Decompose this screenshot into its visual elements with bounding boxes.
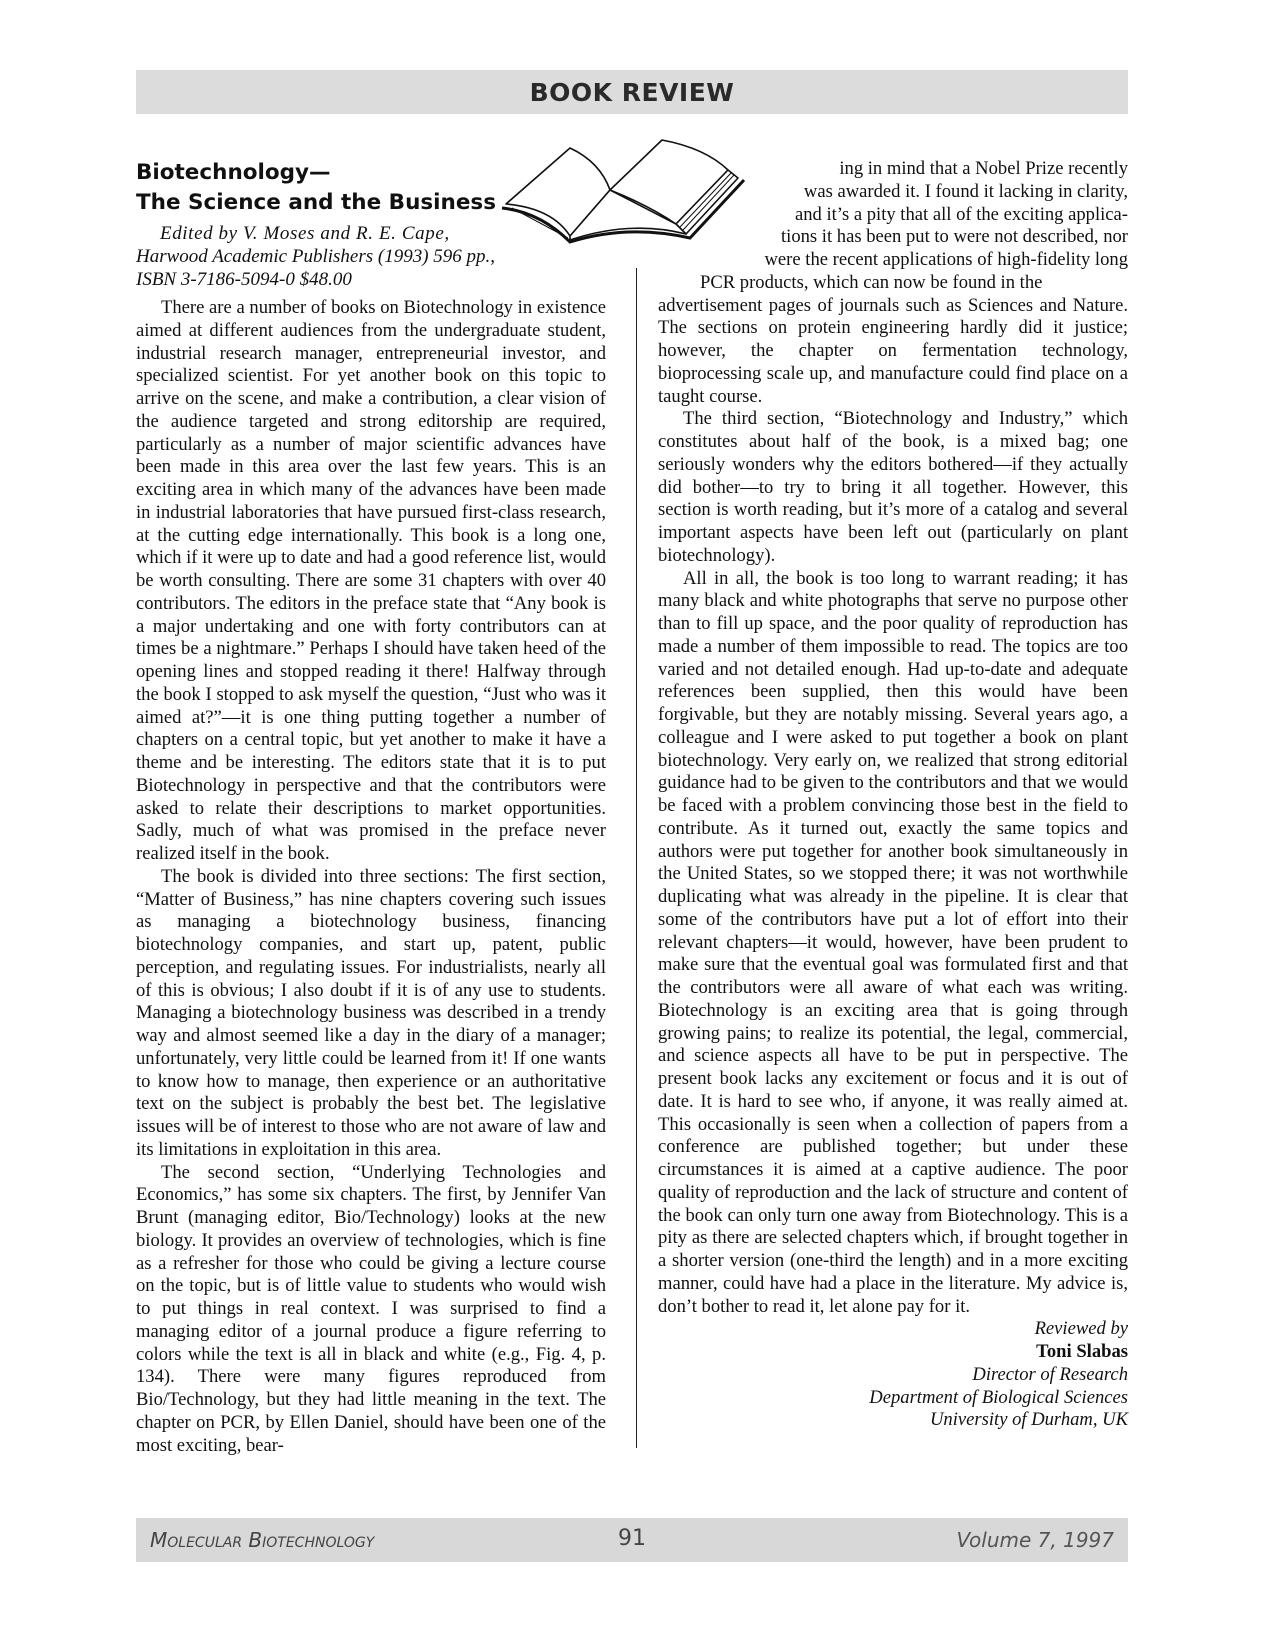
reviewer-position: Director of Research — [972, 1363, 1128, 1385]
page-footer — [136, 1518, 1128, 1562]
paragraph-continuation: advertisement pages of journals such as Sciences and Nature. The sections on protein engineering hardly did it justice; however, the chapter on fermentation technology, bioprocessing scale up, and manufacture could find place on a taught course. — [658, 294, 1128, 407]
right-column — [658, 158, 1128, 1432]
reviewer-name: Toni Slabas — [1036, 1341, 1128, 1362]
book-title-line2: The Science and the Business — [136, 190, 497, 215]
book-title-line1: Biotechnology— — [136, 160, 331, 185]
volume-info: Volume 7, 1997 — [956, 1528, 1114, 1552]
book-isbn-price: ISBN 3-7186-5094-0 $48.00 — [136, 269, 352, 290]
paragraph: The second section, “Underlying Technologies and Economics,” has some six chapters. The first, by Jennifer Van Brunt (managing editor, Bio/Technology) looks at the new biology. It provides an overview of technologies, which is fine as a refresher for those who could be giving a lecture course on the topic, but is of little value to students who would wish to put things in real context. I was surprised to find a managing editor of a journal produce a figure referring to colors while the text is all in black and white (e.g., Fig. 4, p. 134). There were many figures reproduced from Bio/Technology, but they had little meaning in the text. The chapter on PCR, by Ellen Daniel, should have been one of the most exciting, bear- — [136, 1161, 606, 1456]
book-editors: Edited by V. Moses and R. E. Cape, — [160, 223, 450, 244]
reviewer-department: Department of Biological Sciences — [869, 1386, 1128, 1408]
paragraph: All in all, the book is too long to warrant reading; it has many black and white photographs that serve no purpose other than to fill up space, and the poor quality of reproduction has made a number of them impossible to read. The topics are too varied and not detailed enough. Had up-to-date and adequate references been supplied, then this would have been forgivable, but they are notably missing. Several years ago, a colleague and I were asked to put together a book on plant biotechnology. Very early on, we realized that strong editorial guidance had to be given to the contributors and that we would be faced with a problem convincing those best in the field to contribute. As it turned out, exactly the same topics and authors were put together for another book simultaneously in the United States, so we stopped there; it was not worthwhile duplicating what was already in the pipeline. It is clear that some of the contributors have put a lot of effort into their relevant chapters—it would, however, have been prudent to make sure that the eventual goal was formulated first and that the contributors were all aware of what each was writing. Biotechnology is an exciting area that is going through growing pains; to realize its potential, the legal, commercial, and science aspects all have to be put in perspective. The present book lacks any excitement or focus and it is out of date. It is hard to see who, if anyone, it was really aimed at. This occasionally is seen when a collection of papers from a conference are published together; but under these circumstances it is aimed at a captive audience. The poor quality of reproduction and the lack of structure and content of the book can only turn one away from Biotechnology. This is a pity as there are selected chapters which, if brought together in a shorter version (one-third the length) and in a more exciting manner, could have had a place in the literature. My advice is, don’t bother to read it, let alone pay for it. — [658, 567, 1128, 1317]
book-title — [136, 158, 506, 218]
wrapped-line: tions it has been put to were not described, nor — [781, 226, 1128, 248]
paragraph: The book is divided into three sections: The first section, “Matter of Business,” has nine chapters covering such issues as managing a biotechnology business, financing biotechnology companies, and start up, patent, public perception, and regulating issues. For industrialists, nearly all of this is obvious; I also doubt if it is of any use to students. Managing a biotechnology business was described in a trendy way and almost seemed like a day in the diary of a manager; unfortunately, very little could be learned from it! If one wants to know how to manage, then experience or an authoritative text on the subject is probably the best bet. The legislative issues will be of interest to those who are not aware of law and its limitations in exploitation in this area. — [136, 865, 606, 1160]
column-divider — [636, 268, 637, 1448]
wrapped-line: was awarded it. I found it lacking in clarity, — [803, 180, 1128, 202]
wrapped-line: PCR products, which can now be found in the — [700, 271, 1043, 293]
paragraph: There are a number of books on Biotechnology in existence aimed at different audiences from the undergraduate student, industrial research manager, entrepreneurial investor, and specialized scientist. For yet another book on this topic to arrive on the scene, and make a contribution, a clear vision of the audience targeted and strong editorship are required, particularly as a number of major scientific advances have been made in this area over the last few years. This is an exciting area in which many of the advances have been made in industrial laboratories that have pursued first-class research, at the cutting edge internationally. This book is a long one, which if it were up to date and had a good reference list, would be worth consulting. There are some 31 chapters with over 40 contributors. The editors in the preface state that “Any book is a major undertaking and one with forty contributors can at times be a nightmare.” Perhaps I should have taken heed of the opening lines and stopped reading it there! Halfway through the book I stopped to ask myself the question, “Just who was it aimed at?”—it is one thing putting together a number of chapters on a central topic, but yet another to make it have a theme and be interesting. The editors state that it is to put Biotechnology in perspective and that the contributors were asked to relate their descriptions to market opportunities. Sadly, much of what was promised in the preface never realized itself in the book. — [136, 297, 606, 864]
reviewed-by-label: Reviewed by — [1034, 1318, 1128, 1340]
reviewer-signature — [658, 1318, 1128, 1432]
section-banner — [136, 70, 1128, 114]
wrapped-line: and it’s a pity that all of the exciting applica- — [794, 203, 1128, 225]
wrapped-line: were the recent applications of high-fidelity long — [764, 249, 1128, 270]
wrapped-line: ing in mind that a Nobel Prize recently — [839, 158, 1128, 179]
book-details — [136, 222, 606, 291]
left-column — [136, 297, 606, 1457]
journal-name: Molecular Biotechnology — [150, 1528, 375, 1552]
section-title: BOOK REVIEW — [529, 78, 735, 107]
book-publisher: Harwood Academic Publishers (1993) 596 pp., — [136, 246, 496, 267]
paragraph: The third section, “Biotechnology and Industry,” which constitutes about half of the book, is a mixed bag; one seriously wonders why the editors bothered—if they actually did bother—to try to bring it all together. However, this section is worth reading, but it’s more of a catalog and several important aspects have been left out (particularly on plant biotechnology). — [658, 408, 1128, 566]
page-number: 91 — [618, 1526, 646, 1551]
reviewer-university: University of Durham, UK — [930, 1409, 1128, 1431]
